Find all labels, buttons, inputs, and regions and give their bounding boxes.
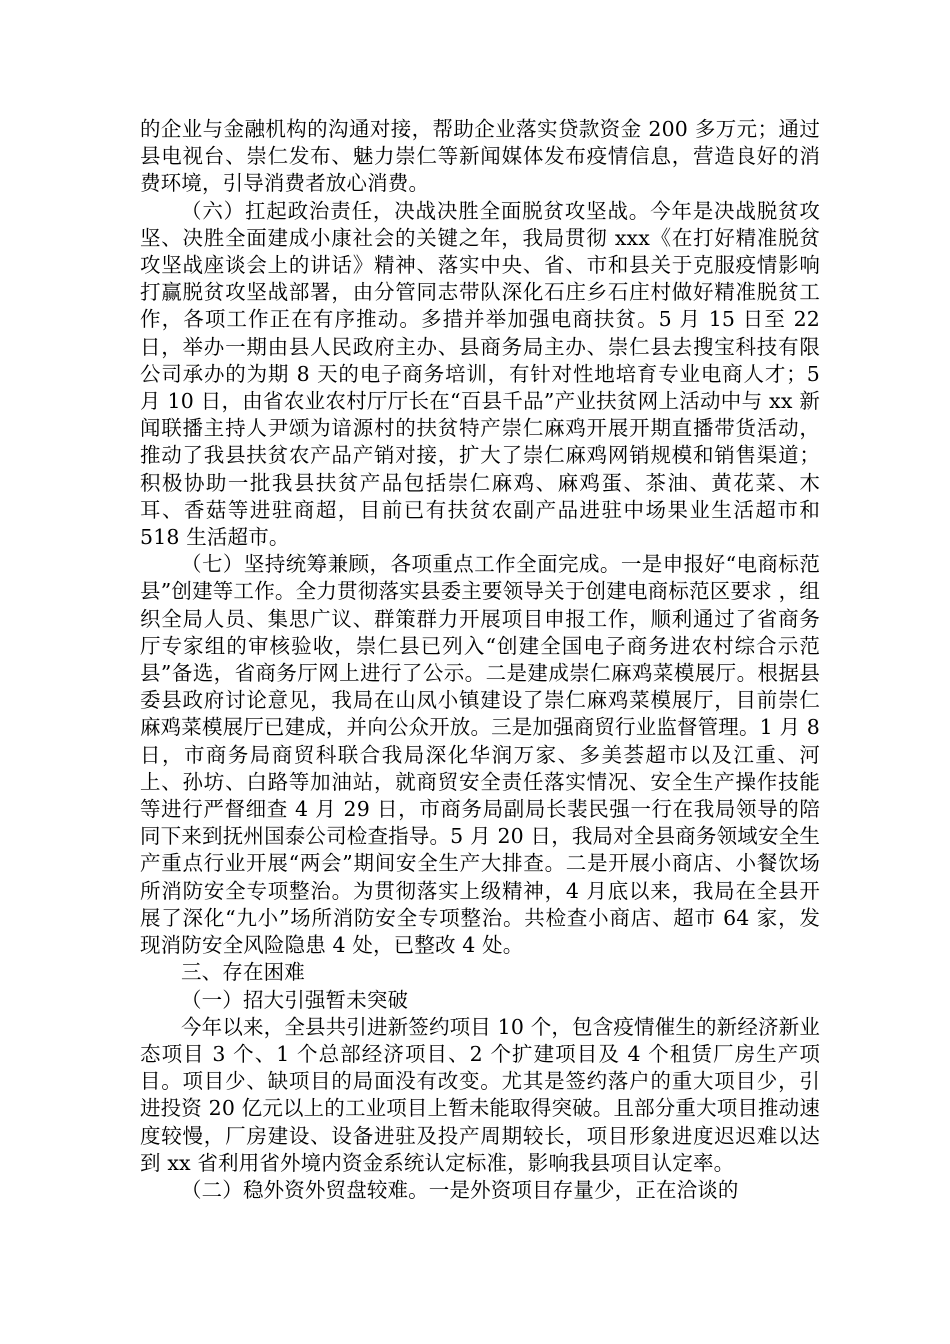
paragraph-investment: 今年以来，全县共引进新签约项目 10 个，包含疫情催生的新经济新业态项目 3 个、1 个总部经济项目、2 个扩建项目及 4 个租赁厂房生产项目。项目少、缺项目的局面没有改变。尤其是签约落户的重大项目少，引进投资 20 亿元以上的工业项目上暂未能取得突破。且部分重大项目推动速度较慢，厂房建设、设备进驻及投产周期较长，项目形象进度迟迟难以达到 xx 省利用省外境内资金系统认定标准，影响我县项目认定率。 xyxy=(140,1014,820,1175)
subheading-investment: （一）招大引强暂未突破 xyxy=(181,987,409,1012)
document-page xyxy=(140,116,820,1204)
section-heading-difficulties: 三、存在困难 xyxy=(181,960,305,985)
paragraph-foreign-trade: （二）稳外资外贸盘较难。一是外资项目存量少，正在洽谈的 xyxy=(181,1177,739,1202)
paragraph-key-work: （七）坚持统筹兼顾，各项重点工作全面完成。一是申报好“电商标范县”创建等工作。全力贯彻落实县委主要领导关于创建电商标范区要求 ，组织全局人员、集思广议、群策群力开展项目申报工作，顺利通过了省商务厅专家组的审核验收，崇仁县已列入“创建全国电子商务进农村综合示范县”备选，省商务厅网上进行了公示。二是建成崇仁麻鸡菜模展厅。根据县委县政府讨论意见，我局在山凤小镇建设了崇仁麻鸡菜模展厅，目前崇仁麻鸡菜模展厅已建成，并向公众开放。三是加强商贸行业监督管理。1 月 8 日，市商务局商贸科联合我局深化华润万家、多美荟超市以及江重、河上、孙坊、白路等加油站，就商贸安全责任落实情况、安全生产操作技能等进行严督细查 4 月 29 日，市商务局副局长裴民强一行在我局领导的陪同下来到抚州国泰公司检查指导。5 月 20 日，我局对全县商务领域安全生产重点行业开展“两会”期间安全生产大排查。二是开展小商店、小餐饮场所消防安全专项整治。为贯彻落实上级精神，4 月底以来，我局在全县开展了深化“九小”场所消防安全专项整治。共检查小商店、超市 64 家，发现消防安全风险隐患 4 处，已整改 4 处。 xyxy=(140,552,820,958)
paragraph-consumption: 的企业与金融机构的沟通对接，帮助企业落实贷款资金 200 多万元；通过县电视台、崇仁发布、魅力崇仁等新闻媒体发布疫情信息，营造良好的消费环境，引导消费者放心消费。 xyxy=(140,117,820,196)
paragraph-poverty-alleviation: （六）扛起政治责任，决战决胜全面脱贫攻坚战。今年是决战脱贫攻坚、决胜全面建成小康社会的关键之年，我局贯彻 xxx《在打好精准脱贫攻坚战座谈会上的讲话》精神、落实中央、省、市和县关于克服疫情影响打赢脱贫攻坚战部署，由分管同志带队深化石庄乡石庄村做好精准脱贫工作，各项工作正在有序推动。多措并举加强电商扶贫。5 月 15 日至 22 日，举办一期由县人民政府主办、县商务局主办、崇仁县去搜宝科技有限公司承办的为期 8 天的电子商务培训，有针对性地培育专业电商人才；5 月 10 日，由省农业农村厅厅长在“百县千品”产业扶贫网上活动中与 xx 新闻联播主持人尹颂为谙源村的扶贫特产崇仁麻鸡开展开期直播带货活动，推动了我县扶贫农产品产销对接，扩大了崇仁麻鸡网销规模和销售渠道；积极协助一批我县扶贫产品包括崇仁麻鸡、麻鸡蛋、茶油、黄花菜、木耳、香菇等进驻商超，目前已有扶贫农副产品进驻中场果业生活超市和 518 生活超市。 xyxy=(140,198,820,550)
